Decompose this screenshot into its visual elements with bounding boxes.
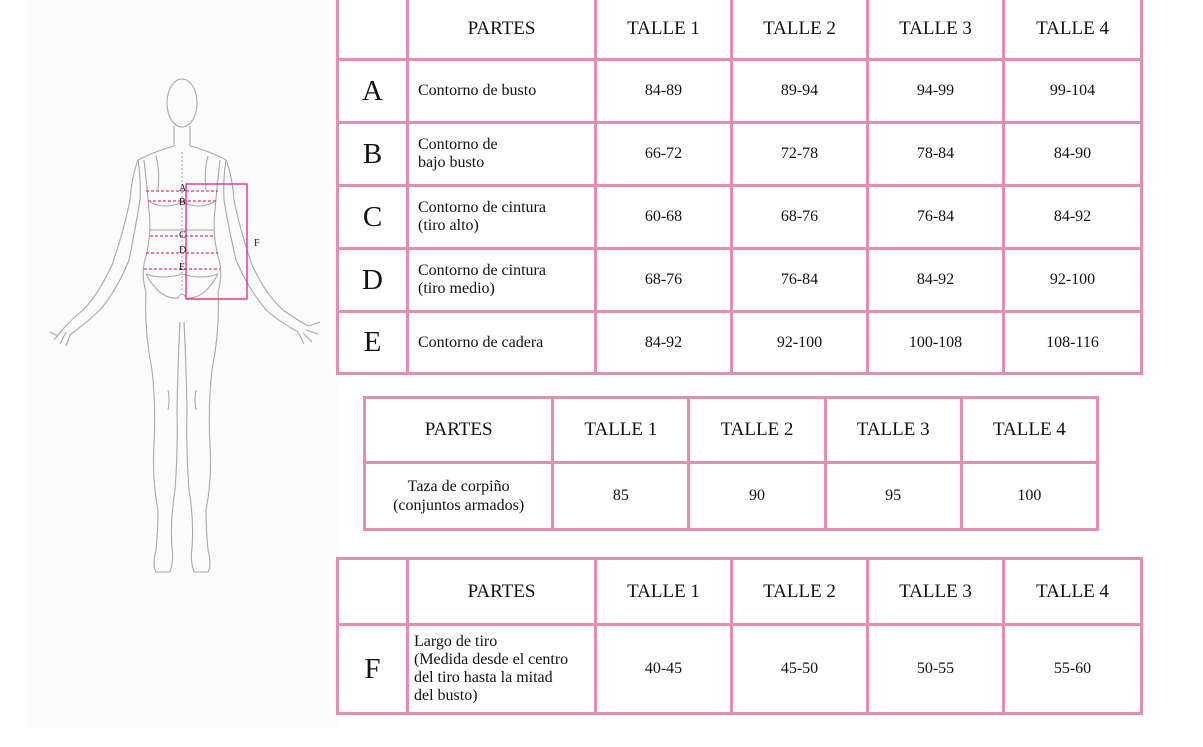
rise-table-header-row <box>338 559 1142 625</box>
figure-label-d: D <box>179 245 187 256</box>
cup-header-talle-4: TALLE 4 <box>961 398 1097 463</box>
figure-label-f: F <box>254 238 260 249</box>
main-header-talle-2: TALLE 2 <box>732 0 868 60</box>
figure-label-c: C <box>179 230 186 241</box>
main-header-talle-3: TALLE 3 <box>868 0 1004 60</box>
row-value-talle-3: 76-84 <box>868 186 1004 249</box>
row-value-talle-3: 94-99 <box>868 60 1004 123</box>
cup-size-table <box>363 396 1099 531</box>
row-value-talle-1: 66-72 <box>596 123 732 186</box>
cup-header-partes: PARTES <box>365 398 553 463</box>
row-letter: E <box>338 312 408 374</box>
row-value-talle-2: 89-94 <box>732 60 868 123</box>
row-letter: F <box>338 625 408 714</box>
table-row <box>338 249 1142 312</box>
row-value-talle-1: 85 <box>553 463 689 530</box>
row-letter: B <box>338 123 408 186</box>
figure-label-b: B <box>179 197 186 208</box>
row-value-talle-2: 68-76 <box>732 186 868 249</box>
row-value-talle-4: 55-60 <box>1004 625 1142 714</box>
row-letter: D <box>338 249 408 312</box>
main-header-talle-1: TALLE 1 <box>596 0 732 60</box>
rise-header-talle-4: TALLE 4 <box>1004 559 1142 625</box>
row-part: Largo de tiro (Medida desde el centro del tiro hasta la mitad del busto) <box>408 625 596 714</box>
cup-header-talle-3: TALLE 3 <box>825 398 961 463</box>
row-value-talle-4: 100 <box>961 463 1097 530</box>
row-value-talle-1: 84-89 <box>596 60 732 123</box>
rise-header-talle-1: TALLE 1 <box>596 559 732 625</box>
row-part: Contorno de cintura (tiro alto) <box>408 186 596 249</box>
figure-label-a: A <box>179 183 187 194</box>
rise-header-talle-3: TALLE 3 <box>868 559 1004 625</box>
body-figure-illustration <box>28 60 338 600</box>
table-row <box>338 312 1142 374</box>
main-header-talle-4: TALLE 4 <box>1004 0 1142 60</box>
figure-outline <box>50 79 320 572</box>
table-row <box>338 186 1142 249</box>
table-row <box>338 60 1142 123</box>
table-row <box>365 463 1098 530</box>
table-row <box>338 625 1142 714</box>
row-value-talle-3: 84-92 <box>868 249 1004 312</box>
row-letter: C <box>338 186 408 249</box>
row-part: Contorno de bajo busto <box>408 123 596 186</box>
main-table-header-row <box>338 0 1142 60</box>
row-value-talle-1: 40-45 <box>596 625 732 714</box>
rise-header-partes: PARTES <box>408 559 596 625</box>
row-value-talle-4: 84-90 <box>1004 123 1142 186</box>
row-letter: A <box>338 60 408 123</box>
figure-right-leg <box>184 292 218 572</box>
cup-header-talle-1: TALLE 1 <box>553 398 689 463</box>
row-value-talle-2: 90 <box>689 463 825 530</box>
row-value-talle-1: 84-92 <box>596 312 732 374</box>
row-part: Contorno de busto <box>408 60 596 123</box>
figure-label-e: E <box>179 262 186 273</box>
row-value-talle-2: 92-100 <box>732 312 868 374</box>
figure-neck <box>174 126 190 146</box>
measurement-labels <box>179 183 260 273</box>
main-size-table <box>336 0 1143 375</box>
row-value-talle-3: 95 <box>825 463 961 530</box>
figure-left-arm <box>62 146 174 330</box>
cup-table-header-row <box>365 398 1098 463</box>
row-value-talle-3: 100-108 <box>868 312 1004 374</box>
rise-header-talle-2: TALLE 2 <box>732 559 868 625</box>
row-value-talle-4: 92-100 <box>1004 249 1142 312</box>
row-value-talle-1: 60-68 <box>596 186 732 249</box>
figure-left-leg <box>146 292 180 572</box>
row-value-talle-3: 50-55 <box>868 625 1004 714</box>
row-value-talle-2: 76-84 <box>732 249 868 312</box>
row-value-talle-1: 68-76 <box>596 249 732 312</box>
main-header-partes: PARTES <box>408 0 596 60</box>
row-value-talle-4: 99-104 <box>1004 60 1142 123</box>
row-value-talle-3: 78-84 <box>868 123 1004 186</box>
body-figure-svg <box>28 60 338 600</box>
row-value-talle-4: 108-116 <box>1004 312 1142 374</box>
row-value-talle-2: 45-50 <box>732 625 868 714</box>
row-value-talle-4: 84-92 <box>1004 186 1142 249</box>
row-part: Contorno de cintura (tiro medio) <box>408 249 596 312</box>
row-value-talle-2: 72-78 <box>732 123 868 186</box>
figure-head <box>167 79 197 127</box>
cup-header-talle-2: TALLE 2 <box>689 398 825 463</box>
rise-size-table <box>336 557 1143 715</box>
row-part: Taza de corpiño (conjuntos armados) <box>365 463 553 530</box>
main-header-blank <box>338 0 408 60</box>
rise-header-blank <box>338 559 408 625</box>
table-row <box>338 123 1142 186</box>
row-part: Contorno de cadera <box>408 312 596 374</box>
